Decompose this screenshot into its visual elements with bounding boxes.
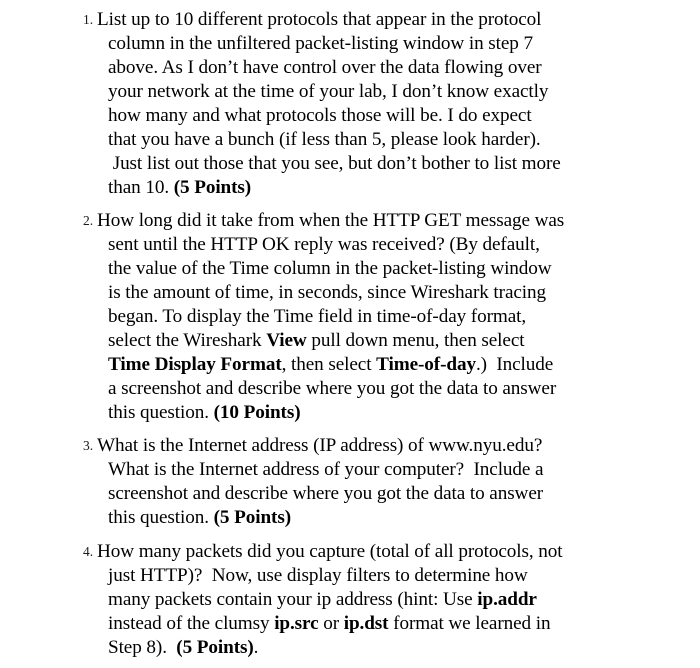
- question-line: many packets contain your ip address (hint: Use ip.addr: [108, 589, 537, 610]
- question-number: 4.: [83, 544, 94, 559]
- points-label: (5 Points): [176, 637, 254, 658]
- menu-name: View: [266, 330, 307, 351]
- question-line: Time Display Format, then select Time-of-day.) Include: [108, 354, 554, 375]
- question-line: a screenshot and describe where you got the data to answer: [108, 378, 557, 399]
- question-line: is the amount of time, in seconds, since Wireshark tracing: [108, 282, 547, 303]
- question-line: your network at the time of your lab, I don’t know exactly: [108, 81, 549, 102]
- question-line: the value of the Time column in the packet-listing window: [108, 258, 552, 279]
- points-label: (10 Points): [213, 402, 301, 423]
- question-line: How many packets did you capture (total of all protocols, not: [97, 541, 563, 562]
- question-number: 1.: [83, 12, 94, 27]
- question-line: What is the Internet address of your computer? Include a: [108, 459, 544, 480]
- points-label: (5 Points): [173, 177, 252, 198]
- question-line: How long did it take from when the HTTP GET message was: [97, 210, 565, 231]
- question-line: this question. (10 Points): [108, 402, 301, 423]
- question-line: began. To display the Time field in time-of-day format,: [108, 306, 527, 327]
- question-line: List up to 10 different protocols that appear in the protocol: [97, 9, 542, 30]
- menu-item-name: Time Display Format: [108, 354, 282, 375]
- menu-option-name: Time-of-day: [376, 354, 476, 375]
- question-line: column in the unfiltered packet-listing window in step 7: [108, 33, 533, 54]
- question-line: this question. (5 Points): [108, 507, 291, 528]
- question-number: 2.: [83, 213, 94, 228]
- question-line: how many and what protocols those will be. I do expect: [108, 105, 532, 126]
- question-line: than 10. (5 Points): [108, 177, 252, 198]
- question-line: Just list out those that you see, but don’t bother to list more: [108, 153, 561, 174]
- filter-keyword: ip.src: [274, 613, 319, 634]
- question-line: just HTTP)? Now, use display filters to determine how: [108, 565, 528, 586]
- question-line: Step 8). (5 Points).: [108, 637, 259, 658]
- filter-keyword: ip.addr: [477, 589, 537, 610]
- question-line: that you have a bunch (if less than 5, please look harder).: [108, 129, 541, 150]
- question-line: instead of the clumsy ip.src or ip.dst format we learned in: [108, 613, 551, 634]
- points-label: (5 Points): [213, 507, 291, 528]
- filter-keyword: ip.dst: [343, 613, 389, 634]
- question-line: screenshot and describe where you got the data to answer: [108, 483, 544, 504]
- question-line: select the Wireshark View pull down menu, then select: [108, 330, 525, 351]
- question-line: above. As I don’t have control over the data flowing over: [108, 57, 542, 78]
- question-number: 3.: [83, 438, 94, 453]
- question-line: What is the Internet address (IP address) of www.nyu.edu?: [97, 435, 543, 456]
- question-line: sent until the HTTP OK reply was received? (By default,: [108, 234, 540, 255]
